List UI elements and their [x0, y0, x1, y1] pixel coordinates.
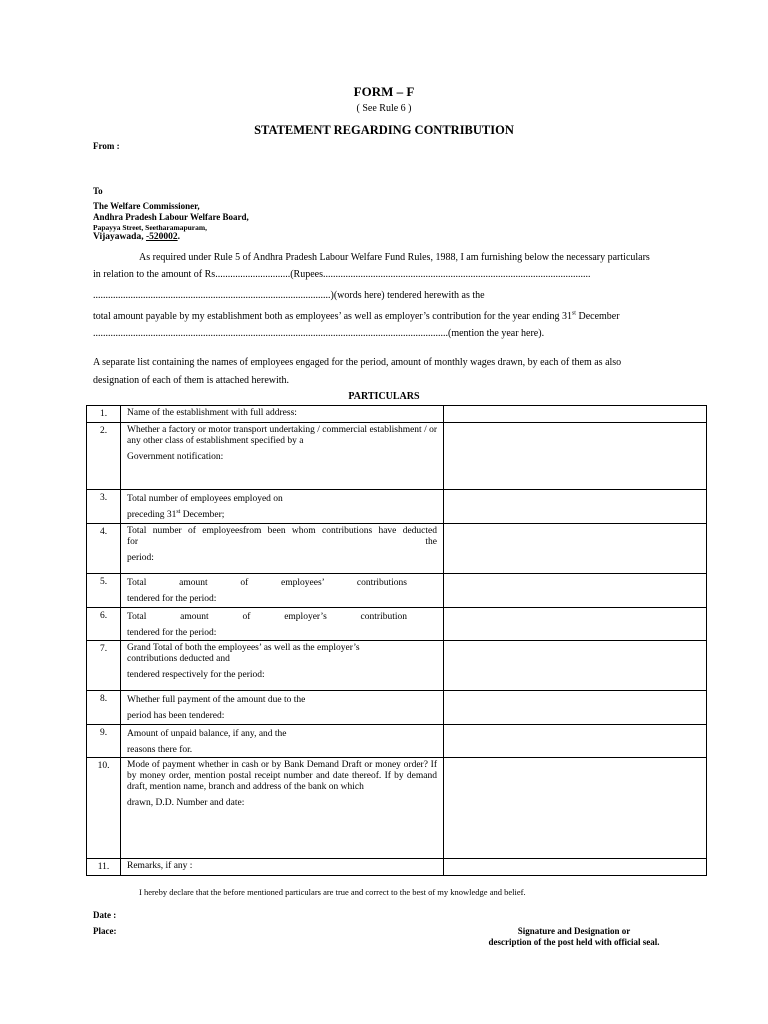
table-row: [87, 641, 707, 691]
p1-line4-end: December: [575, 311, 620, 322]
answer-cell[interactable]: [444, 423, 707, 490]
table-row: [87, 758, 707, 859]
pin-code: -520002: [145, 232, 178, 242]
particulars-heading: PARTICULARS: [348, 391, 420, 402]
paragraph1-line1: As required under Rule 5 of Andhra Pradesh Labour Welfare Fund Rules, 1988, I am furnishing below the necessary particulars: [139, 252, 650, 263]
answer-cell[interactable]: [444, 758, 707, 859]
row-text-continued: preceding 31st December;: [127, 508, 225, 520]
row-number: 2.: [87, 423, 121, 490]
row-text-continued: tendered respectively for the period:: [127, 670, 265, 680]
row-number: 8.: [87, 691, 121, 725]
table-row: [87, 725, 707, 758]
addressee-line3: Papayya Street, Seetharamapuram,: [93, 223, 208, 232]
row-text-continued: reasons there for.: [127, 745, 193, 755]
row-text: Total amount of employer’s contribution: [127, 612, 407, 622]
row-description: [121, 574, 444, 608]
answer-cell[interactable]: [444, 641, 707, 691]
paragraph1-line4: [93, 311, 620, 322]
row-text-continued: drawn, D.D. Number and date:: [127, 798, 245, 808]
row-text: Remarks, if any :: [127, 861, 193, 871]
particulars-table: [86, 405, 707, 876]
addressee-line2: Andhra Pradesh Labour Welfare Board,: [93, 212, 249, 222]
rule-reference: ( See Rule 6 ): [356, 103, 412, 114]
row-text: Amount of unpaid balance, if any, and the: [127, 729, 287, 739]
answer-cell[interactable]: [444, 406, 707, 423]
answer-cell[interactable]: [444, 608, 707, 641]
form-title: FORM – F: [353, 84, 415, 99]
row-description: [121, 524, 444, 574]
addressee-city: [93, 232, 180, 242]
answer-cell[interactable]: [444, 691, 707, 725]
row-description: [121, 725, 444, 758]
row-description: [121, 608, 444, 641]
to-label: To: [93, 186, 103, 196]
row-number: 3.: [87, 490, 121, 524]
row-number: 7.: [87, 641, 121, 691]
table-row: [87, 406, 707, 423]
row-text-continued: Government notification:: [127, 452, 224, 462]
city-text: Vijayawada,: [93, 232, 146, 242]
p1-line4-text: total amount payable by my establishment both as employees’ as well as employer’s contribution for the year ending 31: [93, 311, 572, 322]
answer-cell[interactable]: [444, 725, 707, 758]
row-number: 4.: [87, 524, 121, 574]
row-description: [121, 641, 444, 691]
table-row: [87, 490, 707, 524]
row-text: Grand Total of both the employees’ as well as the employer’s contributions deducted and: [127, 643, 360, 664]
paragraph1-line2: in relation to the amount of Rs..............................(Rupees...........................................................................................................: [93, 269, 591, 280]
answer-cell[interactable]: [444, 524, 707, 574]
addressee-line1: The Welfare Commissioner,: [93, 201, 200, 211]
from-label: From :: [93, 141, 120, 151]
row-number: 1.: [87, 406, 121, 423]
table-row: [87, 859, 707, 876]
row-text-continued: period has been tendered:: [127, 711, 225, 721]
paragraph2-line2: designation of each of them is attached herewith.: [93, 375, 290, 386]
paragraph1-line5: ..............................................................................................................................................(mention the year here).: [93, 328, 545, 339]
answer-cell[interactable]: [444, 859, 707, 876]
row-text: Total number of employeesfrom been whom contributions have deducted for the: [127, 526, 437, 547]
row-number: 5.: [87, 574, 121, 608]
answer-cell[interactable]: [444, 490, 707, 524]
row-text: Total number of employees employed on: [127, 494, 283, 504]
table-row: [87, 524, 707, 574]
row-text-continued: tendered for the period:: [127, 628, 217, 638]
table-row: [87, 423, 707, 490]
row-text: Total amount of employees’ contributions: [127, 578, 407, 588]
row-text: Whether a factory or motor transport undertaking / commercial establishment / or any other class of establishment specified by a: [127, 425, 437, 446]
table-row: [87, 574, 707, 608]
row-description: [121, 691, 444, 725]
paragraph1-line3: ...............................................................................................)(words here) tendered herewith as the: [93, 290, 485, 301]
place-label: Place:: [93, 926, 117, 936]
paragraph2-line1: A separate list containing the names of employees engaged for the period, amount of monthly wages drawn, by each of them as also: [93, 357, 622, 368]
table-row: [87, 608, 707, 641]
p1-line4-sup: st: [571, 310, 576, 317]
signature-line1: Signature and Designation or: [517, 926, 631, 936]
answer-cell[interactable]: [444, 574, 707, 608]
declaration-text: I hereby declare that the before mentioned particulars are true and correct to the best of my knowledge and belief.: [139, 887, 526, 897]
row-description: [121, 758, 444, 859]
row-description: [121, 859, 444, 876]
row-description: [121, 406, 444, 423]
row-text-continued: tendered for the period:: [127, 594, 217, 604]
row-number: 6.: [87, 608, 121, 641]
row-text: Mode of payment whether in cash or by Bank Demand Draft or money order? If by money order, mention postal receipt number and date thereof. If by demand draft, mention name, branch and address of the bank on which: [127, 760, 437, 792]
row-number: 11.: [87, 859, 121, 876]
row-number: 9.: [87, 725, 121, 758]
pin-suffix: .: [177, 232, 181, 242]
row-text: Whether full payment of the amount due to the: [127, 695, 306, 705]
row-text: Name of the establishment with full address:: [127, 408, 297, 418]
row-description: [121, 490, 444, 524]
signature-line2: description of the post held with official seal.: [488, 937, 660, 947]
row-text-continued: period:: [127, 553, 154, 563]
row-number: 10.: [87, 758, 121, 859]
row-description: [121, 423, 444, 490]
table-row: [87, 691, 707, 725]
date-label: Date :: [93, 910, 117, 920]
statement-title: STATEMENT REGARDING CONTRIBUTION: [254, 123, 514, 137]
